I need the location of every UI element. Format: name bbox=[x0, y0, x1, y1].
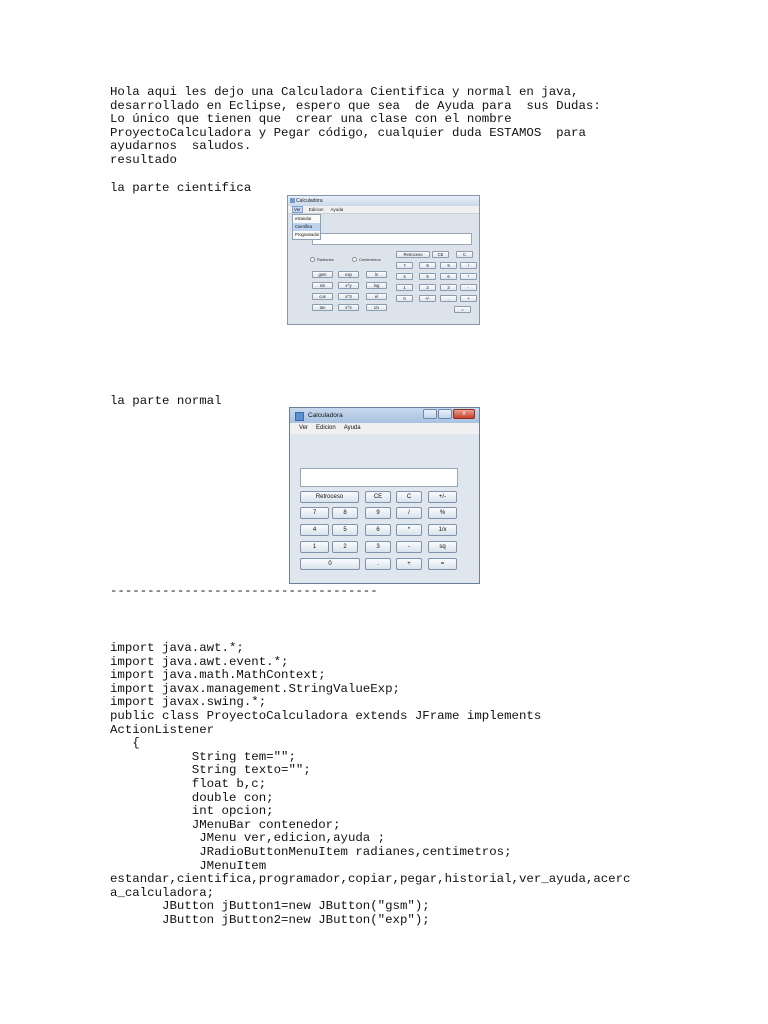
std-key-button[interactable]: % bbox=[428, 507, 457, 519]
sci-key-button[interactable]: = bbox=[454, 306, 471, 313]
intro-line: resultado bbox=[110, 152, 177, 167]
std-key-button[interactable]: Retroceso bbox=[300, 491, 359, 503]
sci-key-button[interactable]: CE bbox=[432, 251, 449, 258]
std-key-button[interactable]: CE bbox=[365, 491, 391, 503]
std-key-button[interactable]: + bbox=[396, 558, 422, 570]
std-key-button[interactable]: 2 bbox=[332, 541, 358, 553]
sci-key-button[interactable]: x^2 bbox=[338, 304, 359, 311]
sci-menu-edicion[interactable]: Edicion bbox=[308, 207, 324, 212]
radio-circle-icon bbox=[352, 257, 357, 262]
sci-key-button[interactable]: / bbox=[460, 262, 477, 269]
std-key-button[interactable]: 1/x bbox=[428, 524, 457, 536]
sci-key-button[interactable]: 7 bbox=[396, 262, 413, 269]
code-line: JButton jButton1=new JButton("gsm"); bbox=[110, 899, 430, 914]
sci-key-button[interactable]: log bbox=[366, 282, 387, 289]
code-line: { bbox=[110, 736, 140, 751]
std-key-button[interactable]: 4 bbox=[300, 524, 329, 536]
std-key-button[interactable]: 3 bbox=[365, 541, 391, 553]
sci-key-button[interactable]: 0 bbox=[396, 295, 413, 302]
std-menubar bbox=[290, 423, 479, 434]
std-key-button[interactable]: sq bbox=[428, 541, 457, 553]
label-normal: la parte normal bbox=[110, 394, 222, 408]
std-key-button[interactable]: - bbox=[396, 541, 422, 553]
std-menu-ayuda[interactable]: Ayuda bbox=[343, 425, 361, 431]
code-line: a_calculadora; bbox=[110, 885, 215, 900]
code-line: int opcion; bbox=[110, 804, 274, 819]
app-icon bbox=[295, 412, 304, 421]
std-menu-edicion[interactable]: Edicion bbox=[316, 425, 336, 431]
sci-key-button[interactable]: 2 bbox=[419, 284, 436, 291]
sci-key-button[interactable]: Retroceso bbox=[396, 251, 430, 258]
std-key-button[interactable]: 9 bbox=[365, 507, 391, 519]
code-line: public class ProyectoCalculadora extends JFrame implements bbox=[110, 708, 542, 723]
sci-title-bar bbox=[288, 196, 479, 206]
intro-line: desarrollado en Eclipse, espero que sea de Ayuda para sus Dudas: bbox=[110, 98, 601, 113]
code-line: import java.math.MathContext; bbox=[110, 668, 326, 683]
menu-item-programador[interactable]: Programador bbox=[295, 232, 320, 237]
code-line: import java.awt.*; bbox=[110, 641, 244, 655]
intro-line: Hola aqui les dejo una Calculadora Cientifica y normal en java, bbox=[110, 85, 579, 99]
app-icon bbox=[290, 198, 295, 203]
sci-key-button[interactable]: C bbox=[456, 251, 473, 258]
sci-key-button[interactable]: cos bbox=[312, 293, 333, 300]
code-line: JMenuItem bbox=[110, 858, 267, 873]
code-line: String texto=""; bbox=[110, 763, 311, 778]
sci-key-button[interactable]: 5 bbox=[419, 273, 436, 280]
sci-key-button[interactable]: exp bbox=[338, 271, 359, 278]
sci-key-button[interactable]: 8 bbox=[419, 262, 436, 269]
sci-key-button[interactable]: sin bbox=[312, 282, 333, 289]
radio-radianes[interactable] bbox=[310, 257, 334, 262]
std-title: Calculadora bbox=[308, 412, 343, 419]
sci-display[interactable] bbox=[312, 233, 472, 245]
intro-line: ProyectoCalculadora y Pegar código, cualquier duda ESTAMOS para bbox=[110, 125, 586, 140]
code-line: import javax.swing.*; bbox=[110, 695, 267, 710]
menu-item-cientifica[interactable]: Cientifica bbox=[293, 223, 320, 231]
std-key-button[interactable]: * bbox=[396, 524, 422, 536]
std-key-button[interactable]: 8 bbox=[332, 507, 358, 519]
std-key-button[interactable]: / bbox=[396, 507, 422, 519]
code-line: String tem=""; bbox=[110, 749, 296, 764]
code-line: JMenu ver,edicion,ayuda ; bbox=[110, 831, 386, 846]
std-key-button[interactable]: 6 bbox=[365, 524, 391, 536]
intro-line: ayudarnos saludos. bbox=[110, 139, 252, 154]
code-line: import javax.management.StringValueExp; bbox=[110, 681, 400, 696]
code-line: JRadioButtonMenuItem radianes,centimetros; bbox=[110, 844, 512, 859]
std-key-button[interactable]: 0 bbox=[300, 558, 360, 570]
std-key-button[interactable]: C bbox=[396, 491, 422, 503]
std-key-button[interactable]: 5 bbox=[332, 524, 358, 536]
sci-key-button[interactable]: +/- bbox=[419, 295, 436, 302]
code-line: estandar,cientifica,programador,copiar,pegar,historial,ver_ayuda,acerc bbox=[110, 872, 631, 887]
maximize-button[interactable] bbox=[438, 409, 452, 419]
normal-calculator-screenshot bbox=[289, 407, 480, 584]
radio-circle-icon bbox=[310, 257, 315, 262]
sci-key-button[interactable]: * bbox=[460, 273, 477, 280]
label-scientific: la parte cientifica bbox=[110, 181, 252, 195]
code-line: JButton jButton2=new JButton("exp"); bbox=[110, 912, 430, 927]
std-key-button[interactable]: = bbox=[428, 558, 457, 570]
sci-key-button[interactable]: x^y bbox=[338, 282, 359, 289]
std-menu-ver[interactable]: Ver bbox=[299, 425, 309, 431]
sci-key-button[interactable]: 4 bbox=[396, 273, 413, 280]
sci-key-button[interactable]: 6 bbox=[440, 273, 457, 280]
code-line: double con; bbox=[110, 790, 274, 805]
std-key-button[interactable]: 7 bbox=[300, 507, 329, 519]
code-block bbox=[110, 642, 631, 927]
intro-text bbox=[110, 86, 601, 168]
intro-line: Lo único que tienen que crear una clase con el nombre bbox=[110, 112, 512, 127]
code-line: import java.awt.event.*; bbox=[110, 654, 289, 669]
sci-ver-dropdown bbox=[292, 214, 321, 240]
std-title-bar bbox=[290, 408, 479, 423]
sci-key-button[interactable]: gsm bbox=[312, 271, 333, 278]
sci-menu-ayuda[interactable]: Ayuda bbox=[330, 207, 344, 212]
std-key-button[interactable]: 1 bbox=[300, 541, 329, 553]
sci-key-button[interactable]: 3 bbox=[440, 284, 457, 291]
code-line: float b,c; bbox=[110, 776, 267, 791]
sci-key-button[interactable]: tan bbox=[312, 304, 333, 311]
std-display[interactable] bbox=[300, 468, 458, 487]
radio-centimetros-label: Centimetros bbox=[359, 257, 381, 262]
minimize-button[interactable] bbox=[423, 409, 437, 419]
code-line: ActionListener bbox=[110, 722, 215, 737]
sci-menubar bbox=[288, 206, 479, 214]
radio-radianes-label: Radianes bbox=[317, 257, 334, 262]
code-line: JMenuBar contenedor; bbox=[110, 817, 341, 832]
sci-key-button[interactable]: . bbox=[440, 295, 457, 302]
sci-title: Calculadora bbox=[296, 198, 323, 204]
std-key-button[interactable]: . bbox=[365, 558, 391, 570]
sci-key-button[interactable]: el bbox=[366, 293, 387, 300]
sci-key-button[interactable]: 9 bbox=[440, 262, 457, 269]
sci-key-button[interactable]: x^3 bbox=[338, 293, 359, 300]
separator: ------------------------------------ bbox=[110, 584, 378, 598]
std-key-button[interactable]: +/- bbox=[428, 491, 457, 503]
window-controls bbox=[423, 409, 475, 419]
sci-menu-ver[interactable]: Ver bbox=[294, 207, 301, 212]
close-button[interactable]: X bbox=[453, 409, 475, 419]
radio-centimetros[interactable] bbox=[352, 257, 381, 262]
sci-key-button[interactable]: - bbox=[460, 284, 477, 291]
sci-key-button[interactable]: + bbox=[460, 295, 477, 302]
menu-item-estandar[interactable]: estandar bbox=[295, 216, 312, 221]
sci-key-button[interactable]: ln bbox=[366, 271, 387, 278]
sci-key-button[interactable]: 1/x bbox=[366, 304, 387, 311]
sci-key-button[interactable]: 1 bbox=[396, 284, 413, 291]
scientific-calculator-screenshot bbox=[287, 195, 480, 325]
